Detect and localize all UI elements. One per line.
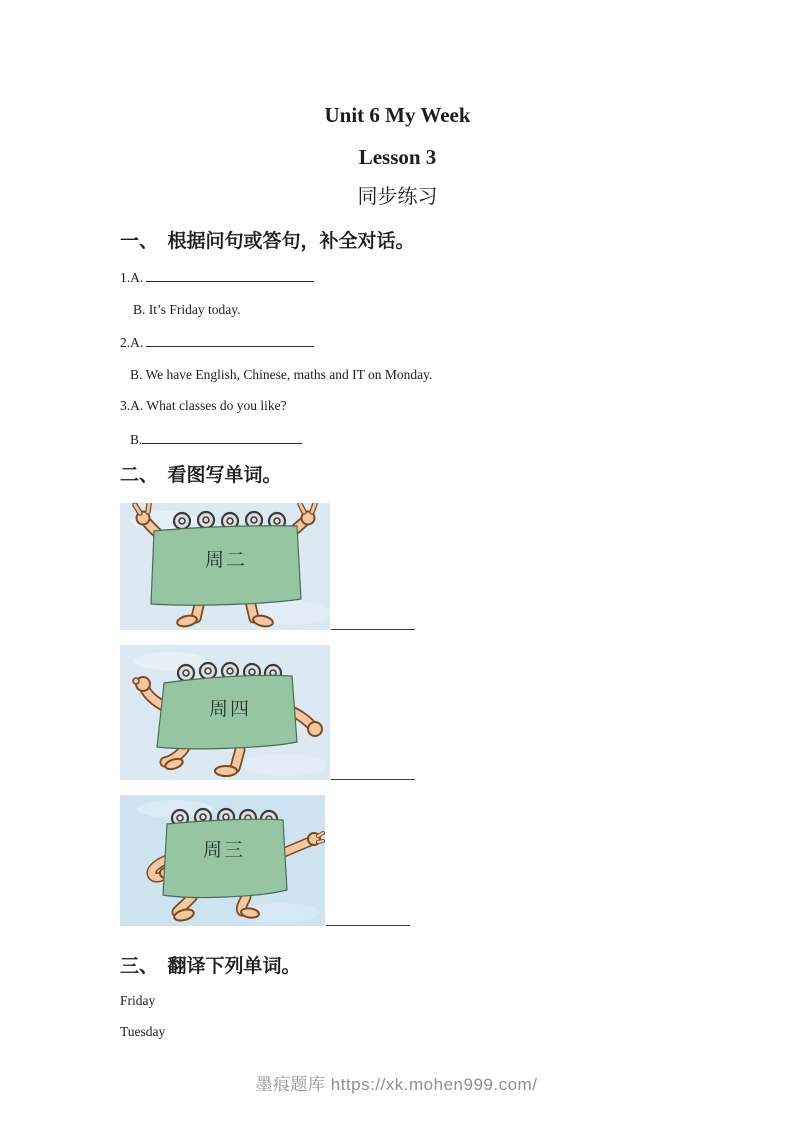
section1-heading: 一、 根据问句或答句，补全对话。 <box>120 231 415 252</box>
thursday-calendar-illustration <box>120 645 330 780</box>
section2-heading: 二、 看图写单词。 <box>120 465 282 486</box>
title-block <box>120 103 675 209</box>
footer-watermark: 墨痕题库 https://xk.mohen999.com/ <box>255 1075 538 1094</box>
answer-blank-3b <box>142 431 302 444</box>
translate-word-tuesday: Tuesday <box>120 1024 166 1039</box>
word-blank-3 <box>326 925 410 926</box>
calendar-day-label: 周二 <box>204 549 248 571</box>
tuesday-calendar-illustration <box>120 503 330 630</box>
dialogue-line-2a-text: 2.A. <box>120 335 144 350</box>
dialogue-line-1a-text: 1.A. <box>120 270 144 285</box>
picture-item-wednesday <box>120 795 675 926</box>
translate-word-friday: Friday <box>120 993 156 1008</box>
picture-item-thursday <box>120 645 675 780</box>
dialogue-line-1a <box>120 269 675 285</box>
section3-heading: 三、 翻译下列单词。 <box>120 956 301 977</box>
dialogue-line-1b-text: B. It’s Friday today. <box>133 301 241 317</box>
section-picture-words <box>120 464 675 926</box>
dialogue-line-3a <box>120 399 675 413</box>
unit-title: Unit 6 My Week <box>324 103 471 127</box>
word-blank-1 <box>331 629 415 630</box>
dialogue-line-3b <box>120 431 675 447</box>
dialogue-line-2b-text: B. We have English, Chinese, maths and IT on Monday. <box>130 366 433 382</box>
answer-blank-2a <box>146 334 314 347</box>
calendar-day-label: 周四 <box>208 698 252 720</box>
section-translate <box>120 955 675 1039</box>
wednesday-calendar-illustration <box>120 795 325 926</box>
calendar-day-label: 周三 <box>202 839 246 861</box>
answer-blank-1a <box>146 269 314 282</box>
dialogue-line-2b <box>120 368 675 382</box>
word-blank-2 <box>331 779 415 780</box>
lesson-title: Lesson 3 <box>358 145 437 169</box>
dialogue-line-1b <box>120 303 675 317</box>
dialogue-line-3a-text: 3.A. What classes do you like? <box>120 398 287 413</box>
practice-subtitle: 同步练习 <box>357 186 438 208</box>
dialogue-line-3b-text: B. <box>130 431 143 447</box>
picture-item-tuesday <box>120 503 675 630</box>
section-dialogue <box>120 230 675 447</box>
dialogue-line-2a <box>120 334 675 350</box>
